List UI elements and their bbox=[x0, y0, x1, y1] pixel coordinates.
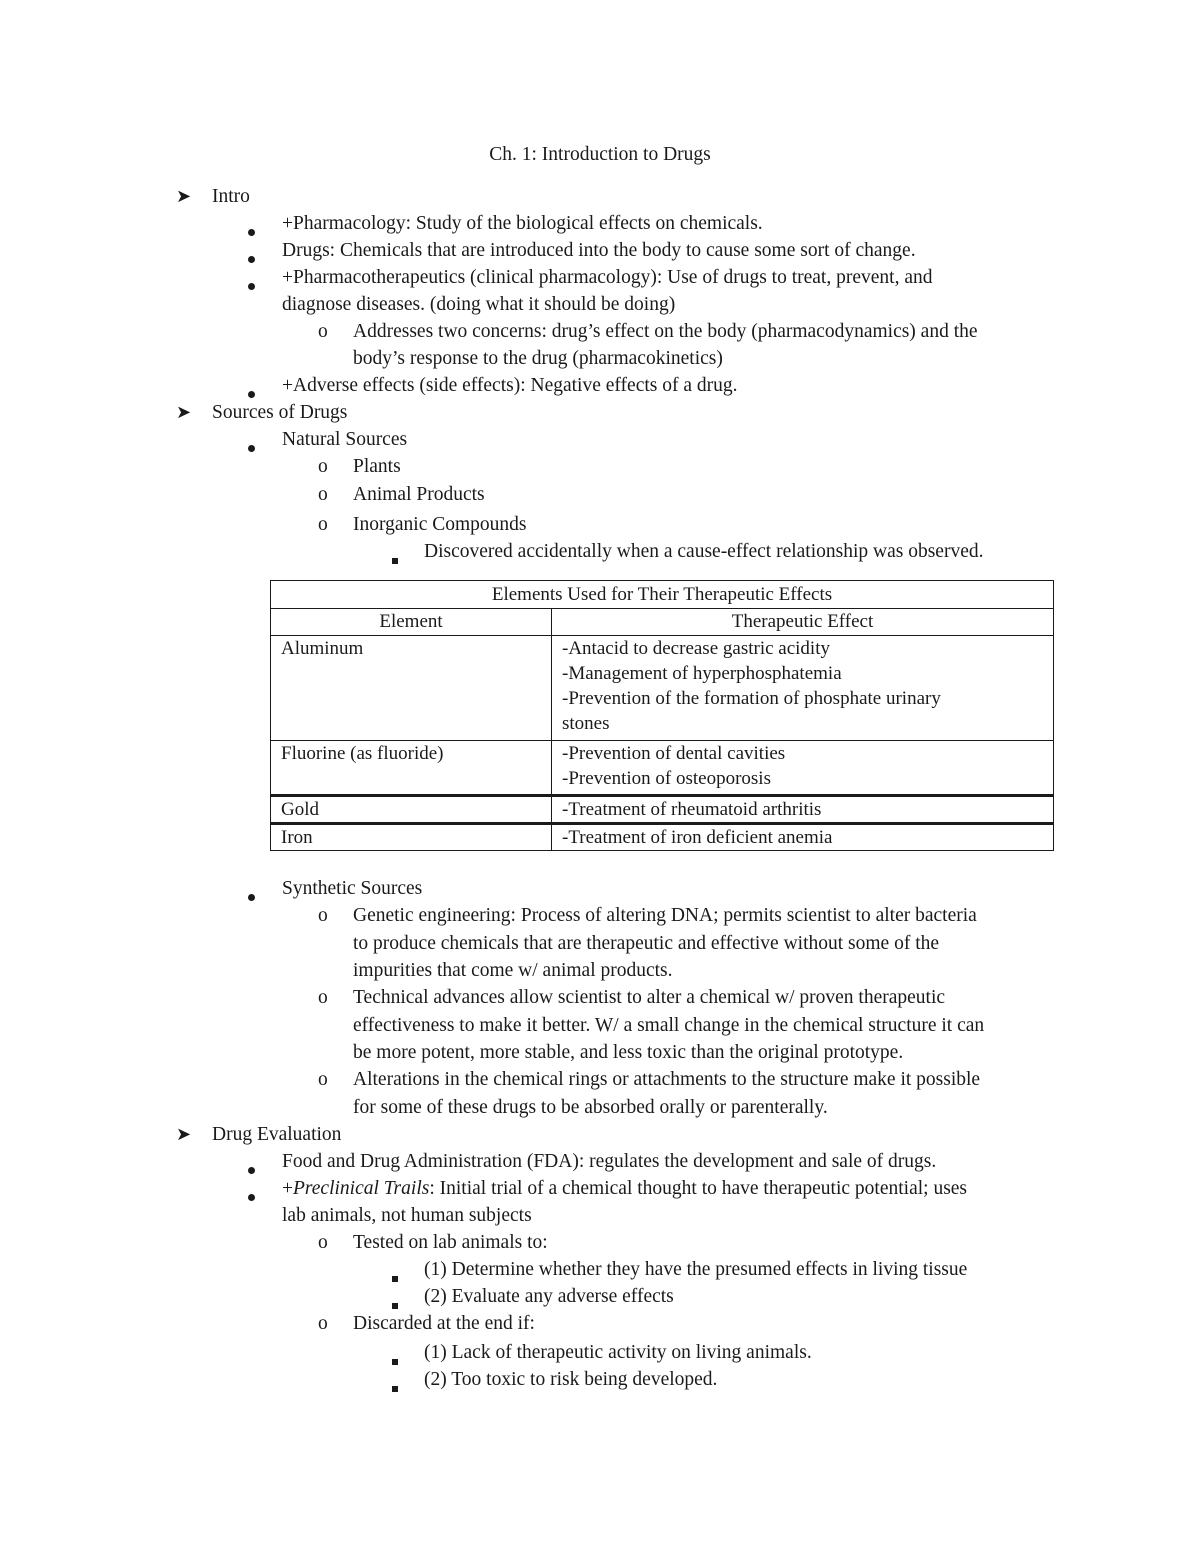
bullet-dot-icon bbox=[248, 274, 255, 296]
bullet-dot-icon bbox=[248, 220, 255, 242]
effect-line: stones bbox=[562, 713, 610, 734]
preclinical-term: Preclinical Trails bbox=[293, 1178, 430, 1199]
list-item: Genetic engineering: Process of altering DNA; permits scientist to alter bacteria bbox=[353, 905, 977, 926]
list-item: (1) Lack of therapeutic activity on living animals. bbox=[424, 1342, 812, 1363]
list-item: Alterations in the chemical rings or attachments to the structure make it possible bbox=[353, 1069, 981, 1090]
bullet-o-icon: o bbox=[318, 987, 328, 1008]
bullet-square-icon bbox=[392, 548, 398, 570]
effect-line: -Treatment of iron deficient anemia bbox=[562, 827, 833, 848]
list-item-continued: for some of these drugs to be absorbed orally or parenterally. bbox=[353, 1097, 828, 1118]
list-item: Tested on lab animals to: bbox=[353, 1232, 548, 1253]
list-item: (2) Too toxic to risk being developed. bbox=[424, 1369, 718, 1390]
table-row bbox=[271, 824, 1054, 851]
list-item: +Pharmacotherapeutics (clinical pharmacology): Use of drugs to treat, prevent, and bbox=[282, 267, 933, 288]
list-item-continued: effectiveness to make it better. W/ a small change in the chemical structure it can bbox=[353, 1015, 985, 1036]
list-item: Discarded at the end if: bbox=[353, 1313, 535, 1334]
arrow-bullet-icon: ➤ bbox=[176, 1124, 192, 1144]
effect-cell bbox=[552, 636, 1054, 741]
column-header-element: Element bbox=[271, 609, 552, 636]
table-caption: Elements Used for Their Therapeutic Effects bbox=[271, 581, 1054, 609]
table-row bbox=[271, 796, 1054, 824]
bullet-dot-icon bbox=[248, 247, 255, 269]
effect-line: -Antacid to decrease gastric acidity bbox=[562, 638, 830, 659]
effect-cell bbox=[552, 824, 1054, 851]
bullet-o-icon: o bbox=[318, 514, 328, 535]
plus-prefix: + bbox=[282, 1178, 293, 1199]
page-title: Ch. 1: Introduction to Drugs bbox=[489, 144, 711, 165]
bullet-o-icon: o bbox=[318, 1313, 328, 1334]
section-heading-sources: Sources of Drugs bbox=[212, 402, 348, 423]
list-item-continued: to produce chemicals that are therapeutic and effective without some of the bbox=[353, 933, 940, 954]
bullet-o-icon: o bbox=[318, 1232, 328, 1253]
list-item: Animal Products bbox=[353, 484, 485, 505]
section-heading-evaluation: Drug Evaluation bbox=[212, 1124, 342, 1145]
bullet-square-icon bbox=[392, 1376, 398, 1398]
effect-line: -Prevention of dental cavities bbox=[562, 743, 786, 764]
bullet-o-icon: o bbox=[318, 484, 328, 505]
bullet-dot-icon bbox=[248, 436, 255, 458]
effect-line: -Prevention of osteoporosis bbox=[562, 768, 771, 789]
list-item: Discovered accidentally when a cause-effect relationship was observed. bbox=[424, 541, 984, 562]
bullet-square-icon bbox=[392, 1266, 398, 1288]
list-item: Addresses two concerns: drug’s effect on the body (pharmacodynamics) and the bbox=[353, 321, 978, 342]
element-cell: Fluorine (as fluoride) bbox=[271, 741, 552, 796]
list-item-continued: be more potent, more stable, and less toxic than the original prototype. bbox=[353, 1042, 904, 1063]
list-item: (2) Evaluate any adverse effects bbox=[424, 1286, 674, 1307]
list-item: Synthetic Sources bbox=[282, 878, 423, 899]
bullet-o-icon: o bbox=[318, 1069, 328, 1090]
section-heading-intro: Intro bbox=[212, 186, 250, 207]
bullet-o-icon: o bbox=[318, 321, 328, 342]
bullet-dot-icon bbox=[248, 1185, 255, 1207]
table-row bbox=[271, 741, 1054, 796]
effect-line: -Management of hyperphosphatemia bbox=[562, 663, 842, 684]
list-item: (1) Determine whether they have the presumed effects in living tissue bbox=[424, 1259, 968, 1280]
effect-line: -Prevention of the formation of phosphate urinary bbox=[562, 688, 941, 709]
element-cell: Iron bbox=[271, 824, 552, 851]
list-item: Natural Sources bbox=[282, 429, 408, 450]
element-cell: Gold bbox=[271, 796, 552, 824]
effect-cell bbox=[552, 796, 1054, 824]
arrow-bullet-icon: ➤ bbox=[176, 186, 192, 206]
list-item: Inorganic Compounds bbox=[353, 514, 527, 535]
bullet-square-icon bbox=[392, 1349, 398, 1371]
list-item: Technical advances allow scientist to alter a chemical w/ proven therapeutic bbox=[353, 987, 946, 1008]
bullet-o-icon: o bbox=[318, 456, 328, 477]
elements-table bbox=[270, 580, 1054, 851]
bullet-dot-icon bbox=[248, 1158, 255, 1180]
list-item: Drugs: Chemicals that are introduced into the body to cause some sort of change. bbox=[282, 240, 916, 261]
effect-cell bbox=[552, 741, 1054, 796]
list-item: +Pharmacology: Study of the biological effects on chemicals. bbox=[282, 213, 763, 234]
element-cell: Aluminum bbox=[271, 636, 552, 741]
effect-line: -Treatment of rheumatoid arthritis bbox=[562, 799, 822, 820]
list-item: Food and Drug Administration (FDA): regulates the development and sale of drugs. bbox=[282, 1151, 937, 1172]
column-header-effect: Therapeutic Effect bbox=[552, 609, 1054, 636]
bullet-dot-icon bbox=[248, 885, 255, 907]
list-item-continued: impurities that come w/ animal products. bbox=[353, 960, 673, 981]
bullet-o-icon: o bbox=[318, 905, 328, 926]
list-item-continued: lab animals, not human subjects bbox=[282, 1205, 532, 1226]
list-item-continued: diagnose diseases. (doing what it should be doing) bbox=[282, 294, 676, 315]
list-item: Plants bbox=[353, 456, 401, 477]
list-item bbox=[282, 1175, 967, 1202]
arrow-bullet-icon: ➤ bbox=[176, 402, 192, 422]
table-row bbox=[271, 636, 1054, 741]
preclinical-text: : Initial trial of a chemical thought to have therapeutic potential; uses bbox=[429, 1178, 968, 1199]
list-item: +Adverse effects (side effects): Negative effects of a drug. bbox=[282, 375, 738, 396]
list-item-continued: body’s response to the drug (pharmacokinetics) bbox=[353, 348, 723, 369]
